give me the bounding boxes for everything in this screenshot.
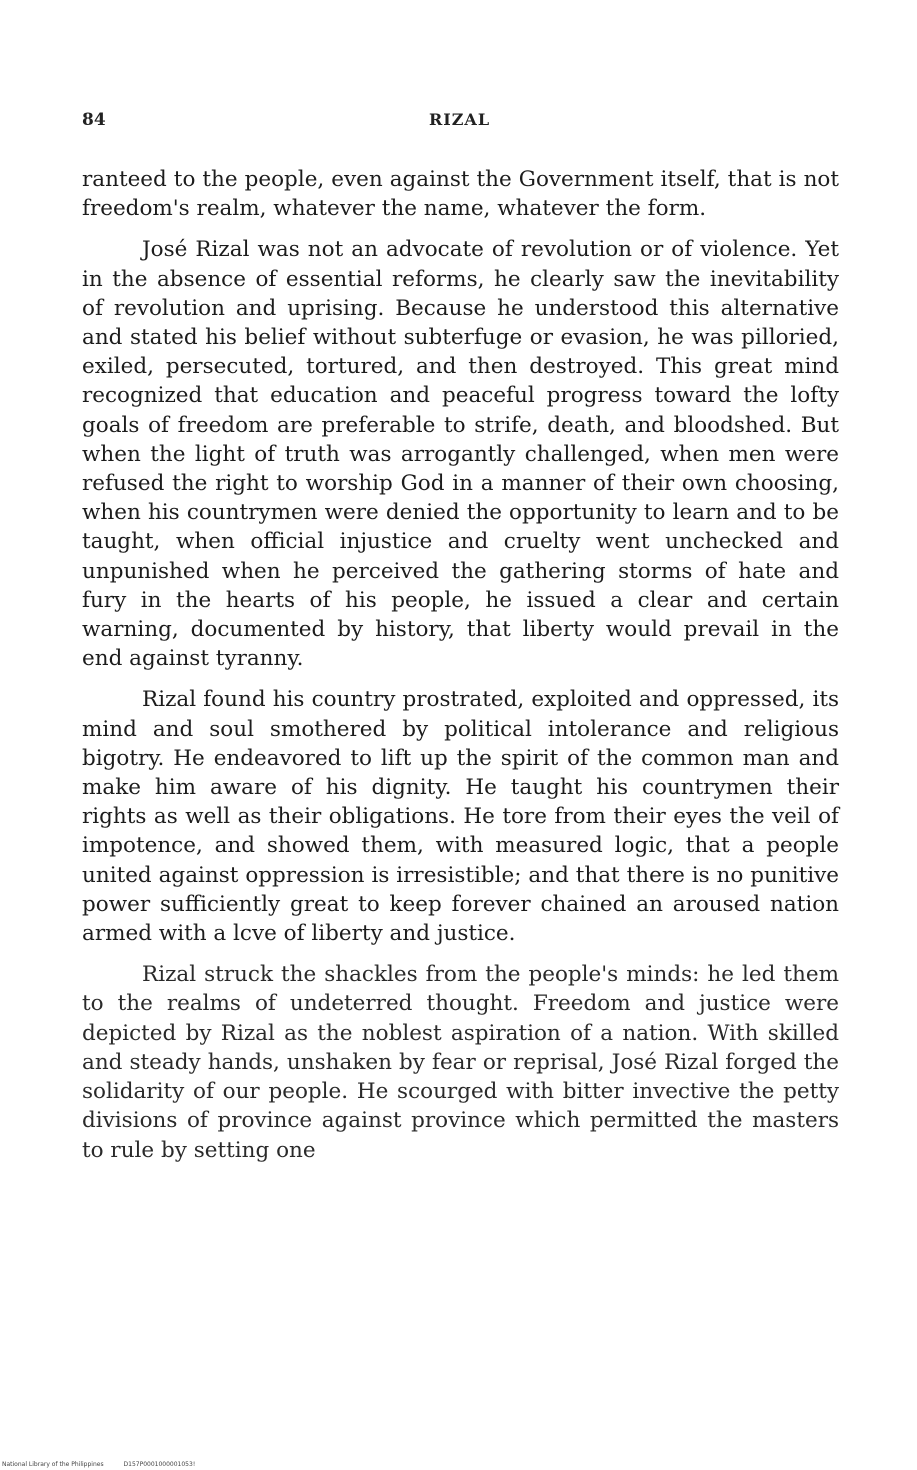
- library-credit: National Library of the Philippines: [2, 1461, 104, 1468]
- running-title: RIZAL: [428, 110, 491, 129]
- scan-code: D157P0001000001053!: [123, 1461, 196, 1468]
- paragraph: José Rizal was not an advocate of revolution or of violence. Yet in the absence of essential reforms, he clearly saw the inevitability of revolution and uprising. Because he understood this alternative and stated his belief without subterfuge or evasion, he was pilloried, exiled, persecuted, tortured, and then destroyed. This great mind recognized that education and peaceful progress toward the lofty goals of freedom are preferable to strife, death, and bloodshed. But when the light of truth was arrogantly challenged, when men were refused the right to worship God in a manner of their own choosing, when his countrymen were denied the opportunity to learn and to be taught, when official injustice and cruelty went unchecked and unpunished when he perceived the gathering storms of hate and fury in the hearts of his people, he issued a clear and certain warning, documented by history, that liberty would prevail in the end against tyranny.: [82, 237, 839, 672]
- scan-footer: [2, 1461, 195, 1468]
- paragraph: Rizal found his country prostrated, exploited and oppressed, its mind and soul smothered by political intolerance and religious bigotry. He endeavored to lift up the spirit of the common man and make him aware of his dignity. He taught his countrymen their rights as well as their obligations. He tore from their eyes the veil of impotence, and showed them, with measured logic, that a people united against oppression is irresistible; and that there is no punitive power sufficiently great to keep forever chained an aroused nation armed with a lcve of liberty and justice.: [82, 687, 839, 947]
- body-text: [82, 165, 839, 1177]
- paragraph-continued: ranteed to the people, even against the Government itself, that is not freedom's realm, whatever the name, whatever the form.: [82, 167, 839, 222]
- page-header: [82, 110, 837, 140]
- paragraph: Rizal struck the shackles from the people's minds: he led them to the realms of undeterred thought. Freedom and justice were depicted by Rizal as the noblest aspiration of a nation. With skilled and steady hands, unshaken by fear or reprisal, José Rizal forged the solidarity of our people. He scourged with bitter invective the petty divisions of province against province which permitted the masters to rule by setting one: [82, 962, 839, 1163]
- page-number: 84: [82, 110, 106, 130]
